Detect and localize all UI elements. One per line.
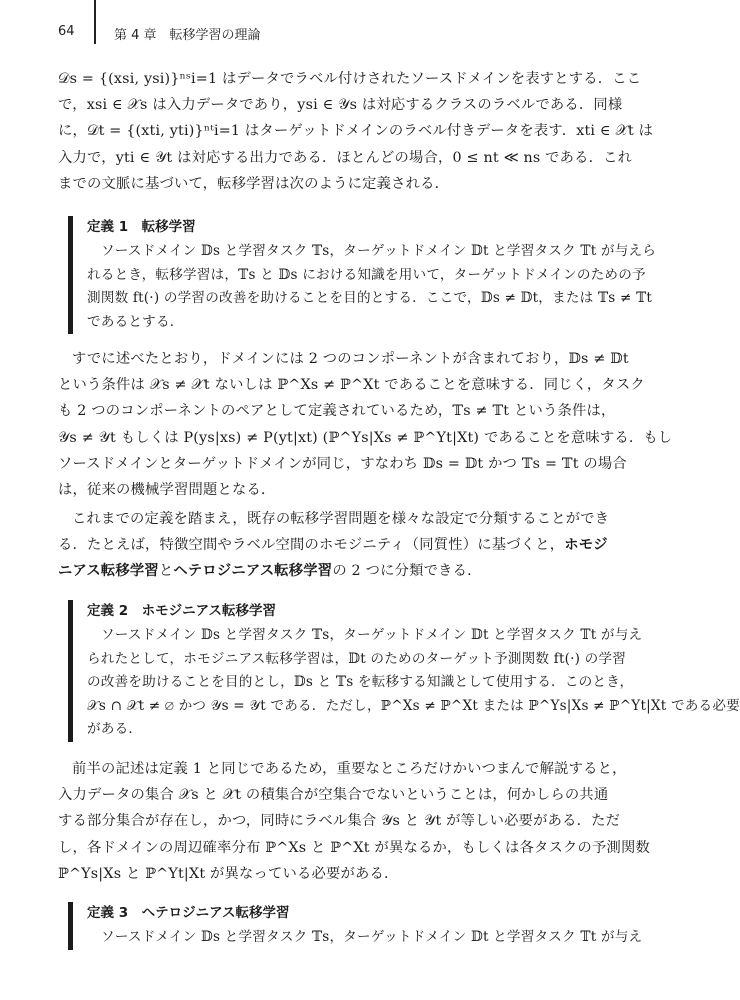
paragraph-classification [58,506,643,585]
text-line: 入力で，yti ∈ 𝒴t は対応する出力である．ほとんどの場合，0 ≤ nt ≪ ns である．これ [58,149,633,166]
header-divider [94,0,96,44]
text-line: ソースドメイン 𝔻s と学習タスク 𝕋s，ターゲットドメイン 𝔻t と学習タスク 𝕋t が与えら [101,243,657,259]
text-line: ソースドメインとターゲットドメインが同じ，すなわち 𝔻s = 𝔻t かつ 𝕋s = 𝕋t の場合 [58,455,627,472]
chapter-title: 第 4 章 転移学習の理論 [114,28,261,43]
text-line: 前半の記述は定義 1 と同じであるため，重要なところだけかいつまんで解説すると， [72,761,627,777]
text-line: までの文脈に基づいて，転移学習は次のように定義される． [58,175,450,192]
definition-1-body [87,240,662,334]
text-line: も 2 つのコンポーネントのペアとして定義されているため，𝕋s ≠ 𝕋t という条件は， [58,403,616,420]
text-line: られたとして，ホモジニアス転移学習は，𝔻t のためのターゲット予測関数 ft(·) の学習 [87,650,627,667]
definition-2-title: 定義 2 ホモジニアス転移学習 [87,603,277,619]
text-line: ニアス転移学習とヘテロジニアス転移学習の 2 つに分類できる． [58,563,482,580]
text-line: ソースドメイン 𝔻s と学習タスク 𝕋s，ターゲットドメイン 𝔻t と学習タスク 𝕋t が与え [101,929,643,945]
text-line: する部分集合が存在し，かつ，同時にラベル集合 𝒴s と 𝒴t が等しい必要がある．ただ [58,813,621,830]
page-number: 64 [58,24,75,39]
bold-term: ヘテロジニアス転移学習 [173,563,333,580]
text-line: し，各ドメインの周辺確率分布 ℙ^Xs と ℙ^Xt が異なるか，もしくは各タスクの予測関数 [58,839,650,856]
text-line: がある． [87,721,143,738]
running-header [58,22,658,48]
paragraph-domain-components [58,346,673,503]
text-line: れるとき，転移学習は，𝕋s と 𝔻s における知識を用いて，ターゲットドメインのための予 [87,266,646,283]
text-line: る．たとえば，特徴空間やラベル空間のホモジニティ（同質性）に基づくと，ホモジ [58,537,608,554]
text-line: 測関数 ft(·) の学習の改善を助けることを目的とする．ここで，𝔻s ≠ 𝔻t，または 𝕋s ≠ 𝕋t [87,290,653,307]
text-line: 入力データの集合 𝒳s と 𝒳t の積集合が空集合でないということは，何かしらの共通 [58,787,609,804]
text-line: で，xsi ∈ 𝒳s は入力データであり，ysi ∈ 𝒴s は対応するクラスのラベルである．同様 [58,97,623,114]
bold-term: ホモジ [564,537,608,554]
text-line: であるとする． [87,313,184,330]
definition-1-box [68,216,662,334]
intro-paragraph [58,66,654,197]
definition-3-body [87,926,662,950]
text-line: という条件は 𝒳s ≠ 𝒳t ないしは ℙ^Xs ≠ ℙ^Xt であることを意味する．同じく，タスク [58,377,645,394]
definition-2-body [87,624,740,742]
text-line: は，従来の機械学習問題となる． [58,482,276,499]
text-line: ソースドメイン 𝔻s と学習タスク 𝕋s，ターゲットドメイン 𝔻t と学習タスク 𝕋t が与え [101,627,643,643]
text-line: 𝒟s = {(xsi, ysi)}ⁿˢi=1 はデータでラベル付けされたソースドメインを表すとする．ここ [58,71,642,87]
text-line: 𝒴s ≠ 𝒴t もしくは P(ys|xs) ≠ P(yt|xt) (ℙ^Ys|Xs ≠ ℙ^Yt|Xt) であることを意味する．もし [58,429,673,446]
bold-term: ニアス転移学習 [58,563,159,580]
text-line: の改善を助けることを目的とし，𝔻s と 𝕋s を転移する知識として使用する．このとき， [87,674,634,691]
definition-3-title: 定義 3 ヘテロジニアス転移学習 [87,905,290,921]
definition-1-title: 定義 1 転移学習 [87,219,196,235]
text-line: 𝒳s ∩ 𝒳t ≠ ∅ かつ 𝒴s = 𝒴t である．ただし，ℙ^Xs ≠ ℙ^Xt または ℙ^Ys|Xs ≠ ℙ^Yt|Xt である必要 [87,697,740,714]
paragraph-homogeneous-explanation [58,756,650,887]
text-line: に，𝒟t = {(xti, yti)}ⁿᵗi=1 はターゲットドメインのラベル付きデータを表す．xti ∈ 𝒳t は [58,123,654,140]
text-line: ℙ^Ys|Xs と ℙ^Yt|Xt が異なっている必要がある． [58,865,399,882]
definition-2-box [68,600,740,742]
text-line: これまでの定義を踏まえ，既存の転移学習問題を様々な設定で分類することができ [72,511,610,527]
definition-3-box [68,902,662,950]
text-line: すでに述べたとおり，ドメインには 2 つのコンポーネントが含まれており，𝔻s ≠ 𝔻t [72,351,629,367]
